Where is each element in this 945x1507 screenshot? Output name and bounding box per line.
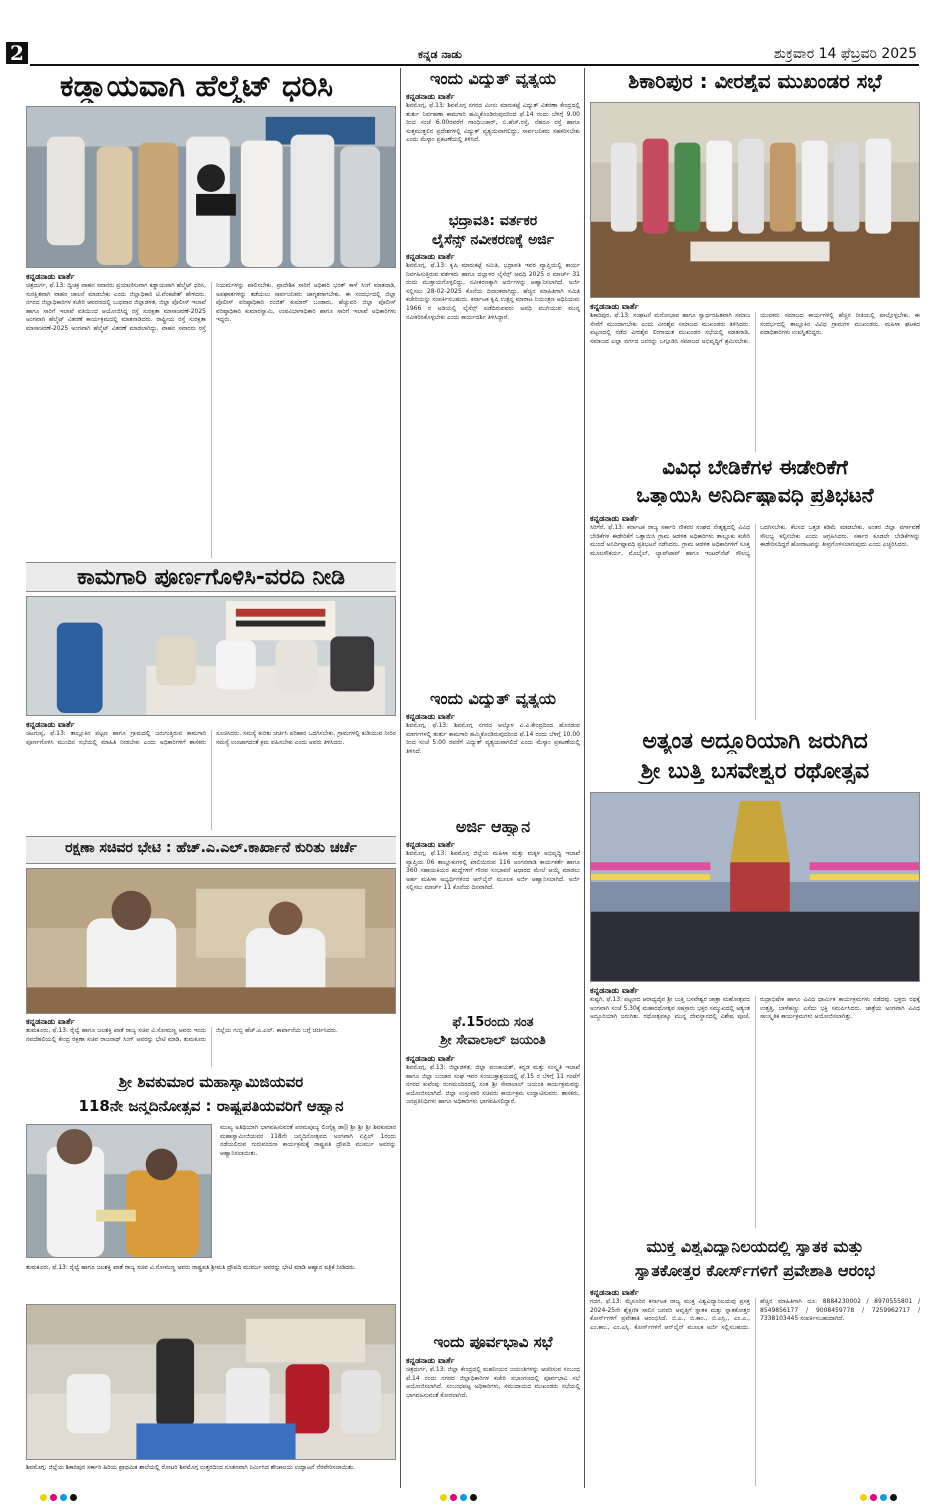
helmet-body: ಚಿತ್ರದುರ್ಗ, ಫೆ.13: ದ್ವಿಚಕ್ರ ವಾಹನ ಸವಾರರು ಪ್ರಯಾಣಿಸುವಾಗ ಕಡ್ಡಾಯವಾಗಿ ಹೆಲ್ಮೆಟ್ ಧರಿಸಿ, ಸುರಕ್ಷಿತವಾಗಿ ವಾಹನ ಚಾಲನೆ ಮಾಡಬೇಕು ಎಂದು ಜಿಲ್ಲಾಧಿಕಾರಿ ಟಿ.ವೆಂಕಟೇಶ್ ಹೇಳಿದರು. ನಗರದ ಜಿಲ್ಲಾಧಿಕಾರಿಗಳ ಕಚೇರಿ ಆವರಣದಲ್ಲಿ ಬುಧವಾರ ಜಿಲ್ಲಾಡಳಿತ, ಜಿಲ್ಲಾ ಪೊಲೀಸ್ ಇಲಾಖೆ ಹಾಗೂ ಸಾರಿಗೆ ಇಲಾಖೆ ವತಿಯಿಂದ ಆಯೋಜಿಸಿದ್ದ ರಸ್ತೆ ಸುರಕ್ಷತಾ ಮಾಸಾಚರಣೆ-2025 ಅಂಗವಾಗಿ ಹೆಲ್ಮೆಟ್ ವಿತರಣೆ ಕಾರ್ಯಕ್ರಮದಲ್ಲಿ ಮಾತನಾಡಿದರು. ರಾಷ್ಟ್ರೀಯ ರಸ್ತೆ ಸುರಕ್ಷತಾ ಮಾಸಾಚರಣೆ-2025 ಅಂಗವಾಗಿ ಹೆಲ್ಮೆಟ್ ವಿತರಣೆ ಮಾಡಲಾಗಿದ್ದು, ವಾಹನ ಸವಾರರು ರಸ್ತೆ ನಿಯಮಗಳನ್ನು ಪಾಲಿಸಬೇಕು. ಪ್ರಾದೇಶಿಕ ಸಾರಿಗೆ ಅಧಿಕಾರಿ ಭರತ್ ಕಾಳೆ ಸಿಂಗೆ ಮಾತನಾಡಿ, ಅಪಘಾತಗಳನ್ನು ತಡೆಯಲು ಸಾರ್ವಜನಿಕರು ಜಾಗೃತರಾಗಬೇಕು. ಈ ಸಂದರ್ಭದಲ್ಲಿ ಜಿಲ್ಲಾ ಪೊಲೀಸ್ ವರಿಷ್ಠಾಧಿಕಾರಿ ರಂಜಿತ್ ಕುಮಾರ್ ಬಂಡಾರು, ಹೆಚ್ಚುವರಿ ಜಿಲ್ಲಾ ಪೊಲೀಸ್ ವರಿಷ್ಠಾಧಿಕಾರಿ ಕುಮಾರಸ್ವಾಮಿ, ಉಪವಿಭಾಗಾಧಿಕಾರಿ ಹಾಗೂ ಸಾರಿಗೆ ಇಲಾಖೆ ಅಧಿಕಾರಿಗಳು ಇದ್ದರು. <box>26 282 396 332</box>
poorvabhavi-body: ಚಿತ್ರದುರ್ಗ, ಫೆ.13: ಜಿಲ್ಲಾ ಕೇಂದ್ರದಲ್ಲಿ ಮಹನೀಯರ ಜಯಂತಿಗಳನ್ನು ಆಚರಿಸುವ ಸಂಬಂಧ ಫೆ.14 ರಂದು ನಗರದ ಜಿಲ್ಲಾಧಿಕಾರಿಗಳ ಕಚೇರಿ ಸಭಾಂಗಣದಲ್ಲಿ ಪೂರ್ವಭಾವಿ ಸಭೆ ಆಯೋಜಿಸಲಾಗಿದೆ. ಸಂಬಂಧಪಟ್ಟ ಅಧಿಕಾರಿಗಳು, ಸಮುದಾಯದ ಮುಖಂಡರು ಸಭೆಯಲ್ಲಿ ಭಾಗವಹಿಸುವಂತೆ ಕೋರಲಾಗಿದೆ. <box>406 1366 580 1399</box>
protest-body: ಸಿರಿಗೆರೆ, ಫೆ.13: ಕರ್ನಾಟಕ ರಾಜ್ಯ ಸರ್ಕಾರಿ ನೌಕರರ ಸಂಘದ ನೇತೃತ್ವದಲ್ಲಿ ವಿವಿಧ ಬೇಡಿಕೆಗಳ ಈಡೇರಿಕೆಗೆ ಒತ್ತಾಯಿಸಿ ಗ್ರಾಮ ಆಡಳಿತ ಅಧಿಕಾರಿಗಳು ತಾಲ್ಲೂಕು ಕಚೇರಿ ಮುಂದೆ ಅನಿರ್ದಿಷ್ಟಾವಧಿ ಪ್ರತಿಭಟನೆ ನಡೆಸಿದರು. ಗ್ರಾಮ ಆಡಳಿತ ಅಧಿಕಾರಿಗಳಿಗೆ ಸೂಕ್ತ ಮೂಲಸೌಕರ್ಯ, ಮೊಬೈಲ್, ಲ್ಯಾಪ್‌ಟಾಪ್ ಹಾಗೂ ಇಂಟರ್‌ನೆಟ್ ಸೌಲಭ್ಯ ಒದಗಿಸಬೇಕು. ಕೆಲಸದ ಒತ್ತಡ ಕಡಿಮೆ ಮಾಡಬೇಕು, ಅಂತರ ಜಿಲ್ಲಾ ವರ್ಗಾವಣೆ ಸೌಲಭ್ಯ ಕಲ್ಪಿಸಬೇಕು ಎಂದು ಆಗ್ರಹಿಸಿದರು. ಸರ್ಕಾರ ಕೂಡಲೇ ಬೇಡಿಕೆಗಳನ್ನು ಈಡೇರಿಸದಿದ್ದರೆ ಹೋರಾಟವನ್ನು ತೀವ್ರಗೊಳಿಸಲಾಗುವುದು ಎಂದು ಎಚ್ಚರಿಸಿದರು. <box>590 524 920 557</box>
raksha-headline: ರಕ್ಷಣಾ ಸಚಿವರ ಭೇಟಿ : ಹೆಚ್.ಎ.ಎಲ್.ಕಾರ್ಖಾನೆ ಕುರಿತು ಚರ್ಚೆ <box>65 841 357 856</box>
shivakumara-body: ಮುಖ್ಯ ಅತಿಥಿಯಾಗಿ ಭಾಗವಹಿಸುವಂತೆ ಪರಮಪೂಜ್ಯ ಲಿಂಗೈಕ್ಯ ಡಾ|| ಶ್ರೀ ಶ್ರೀ ಶ್ರೀ ಶಿವಕುಮಾರ ಮಹಾಸ್ವಾಮೀಜಿಯವರ 118ನೇ ಜನ್ಮದಿನೋತ್ಸವದ ಅಂಗವಾಗಿ ಏಪ್ರಿಲ್ 1ರಂದು ನಡೆಯಲಿರುವ ಗುರುವಂದನಾ ಕಾರ್ಯಕ್ರಮಕ್ಕೆ ರಾಷ್ಟ್ರಪತಿ ದ್ರೌಪದಿ ಮುರ್ಮು ಅವರನ್ನು ಆಹ್ವಾನಿಸಲಾಯಿತು. <box>220 1124 396 1157</box>
rathotsava-headline-1: ಅತ್ಯಂತ ಅದ್ದೂರಿಯಾಗಿ ಜರುಗಿದ <box>642 730 868 754</box>
protest-headline-2: ಒತ್ತಾಯಿಸಿ ಅನಿರ್ದಿಷ್ಟಾವಧಿ ಪ್ರತಿಭಟನೆ <box>636 484 874 506</box>
rathotsava-byline: ಕನ್ನಡನಾಡು ವಾರ್ತೆ <box>590 986 639 995</box>
sevalal-headline-1: ಫೆ.15ರಂದು ಸಂತ <box>452 1016 534 1030</box>
sevalal-body: ಶಿವಮೊಗ್ಗ, ಫೆ.13: ಜಿಲ್ಲಾಡಳಿತ, ಜಿಲ್ಲಾ ಪಂಚಾಯತ್, ಕನ್ನಡ ಮತ್ತು ಸಂಸ್ಕೃತಿ ಇಲಾಖೆ ಹಾಗೂ ಜಿಲ್ಲಾ ಬಂಜಾರ ಸಂಘ ಇವರ ಸಂಯುಕ್ತಾಶ್ರಯದಲ್ಲಿ ಫೆ.15 ರ ಬೆಳಿಗ್ಗೆ 11 ಗಂಟೆಗೆ ನಗರದ ಕುವೆಂಪು ರಂಗಮಂದಿರದಲ್ಲಿ ಸಂತ ಶ್ರೀ ಸೇವಾಲಾಲ್ ಜಯಂತಿ ಕಾರ್ಯಕ್ರಮವನ್ನು ಆಯೋಜಿಸಲಾಗಿದೆ. ಜಿಲ್ಲಾ ಉಸ್ತುವಾರಿ ಸಚಿವರು ಕಾರ್ಯಕ್ರಮ ಉದ್ಘಾಟಿಸುವರು. ಶಾಸಕರು, ಜನಪ್ರತಿನಿಧಿಗಳು ಹಾಗೂ ಅಧಿಕಾರಿಗಳು ಭಾಗವಹಿಸಲಿದ್ದಾರೆ. <box>406 1064 580 1106</box>
protest-byline: ಕನ್ನಡನಾಡು ವಾರ್ತೆ <box>590 514 639 523</box>
helmet-byline: ಕನ್ನಡನಾಡು ವಾರ್ತೆ <box>26 272 75 281</box>
rathotsava-headline-2: ಶ್ರೀ ಬುತ್ತಿ ಬಸವೇಶ್ವರ ರಥೋತ್ಸವ <box>640 760 870 784</box>
issue-date: ಶುಕ್ರವಾರ 14 ಫೆಬ್ರವರಿ 2025 <box>773 46 917 62</box>
university-byline: ಕನ್ನಡನಾಡು ವಾರ್ತೆ <box>590 1288 639 1297</box>
arji-body: ಶಿವಮೊಗ್ಗ, ಫೆ.13: ಶಿವಮೊಗ್ಗ ಜಿಲ್ಲೆಯ ಮಹಿಳಾ ಮತ್ತು ಮಕ್ಕಳ ಅಭಿವೃದ್ಧಿ ಇಲಾಖೆ ವ್ಯಾಪ್ತಿಯ 06 ತಾಲ್ಲೂಕುಗಳಲ್ಲಿ ಖಾಲಿಯಿರುವ 116 ಅಂಗನವಾಡಿ ಕಾರ್ಯಕರ್ತೆ ಹಾಗೂ 360 ಸಹಾಯಕಿಯರ ಹುದ್ದೆಗಳಿಗೆ ಗೌರವ ಸಂಭಾವನೆ ಆಧಾರದ ಮೇಲೆ ಆಯ್ಕೆ ಮಾಡಲು ಅರ್ಹ ಮಹಿಳಾ ಅಭ್ಯರ್ಥಿಗಳಿಂದ ಆನ್‌ಲೈನ್ ಮೂಲಕ ಅರ್ಜಿ ಆಹ್ವಾನಿಸಲಾಗಿದೆ. ಅರ್ಜಿ ಸಲ್ಲಿಸಲು ಮಾರ್ಚ್ 11 ಕೊನೆಯ ದಿನವಾಗಿದೆ. <box>406 850 580 892</box>
masthead <box>0 0 945 65</box>
shivakumara-headline-1: ಶ್ರೀ ಶಿವಕುಮಾರ ಮಹಾಸ್ವಾಮಿಜಿಯವರ <box>118 1074 304 1091</box>
bhadravati-headline-2: ಲೈಸೆನ್ಸ್ ನವೀಕರಣಕ್ಕೆ ಅರ್ಜಿ <box>432 233 554 248</box>
vidyut1-headline: ಇಂದು ವಿದ್ಯುತ್ ವ್ಯತ್ಯಯ <box>430 70 556 88</box>
bottom-left-caption: ಶಿವಮೊಗ್ಗ: ಜಿಲ್ಲೆಯ ಶಿಕಾರಿಪುರ ಸರ್ಕಾರಿ ಹಿರಿಯ ಪ್ರಾಥಮಿಕ ಶಾಲೆಯಲ್ಲಿ ರೋಟರಿ ಶಿವಮೊಗ್ಗ ಉತ್ತರದಿಂದ ನೂತನವಾಗಿ ನಿರ್ಮಿಸಿದ ಶೌಚಾಲಯ ಉದ್ಘಾಟನೆ ನೆರವೇರಿಸಲಾಯಿತು. <box>26 1464 355 1471</box>
university-body: ಗದಗ, ಫೆ.13: ಮೈಸೂರಿನ ಕರ್ನಾಟಕ ರಾಜ್ಯ ಮುಕ್ತ ವಿಶ್ವವಿದ್ಯಾನಿಲಯವು ಪ್ರಸಕ್ತ 2024-25ನೇ ಶೈಕ್ಷಣಿಕ ಸಾಲಿನ ಜನವರಿ ಆವೃತ್ತಿಗೆ ಸ್ನಾತಕ ಮತ್ತು ಸ್ನಾತಕೋತ್ತರ ಕೋರ್ಸ್‌ಗಳಿಗೆ ಪ್ರವೇಶಾತಿ ಆರಂಭಿಸಿದೆ. ಬಿ.ಎ., ಬಿ.ಕಾಂ., ಬಿ.ಎಸ್ಸಿ., ಎಂ.ಎ., ಎಂ.ಕಾಂ., ಎಂ.ಎಸ್ಸಿ. ಕೋರ್ಸ್‌ಗಳಿಗೆ ಆನ್‌ಲೈನ್ ಮೂಲಕ ಅರ್ಜಿ ಸಲ್ಲಿಸಬಹುದು. ಹೆಚ್ಚಿನ ಮಾಹಿತಿಗಾಗಿ ದೂ: 8884230002 / 8970555801 / 8549856177 / 9008459778 / 7259962717 / 7338103445 ಸಂಪರ್ಕಿಸಬಹುದಾಗಿದೆ. <box>590 1298 920 1331</box>
bhadravati-byline: ಕನ್ನಡನಾಡು ವಾರ್ತೆ <box>406 252 455 261</box>
vidyut1-byline: ಕನ್ನಡನಾಡು ವಾರ್ತೆ <box>406 92 455 101</box>
kamagari-headline: ಕಾಮಗಾರಿ ಪೂರ್ಣಗೊಳಿಸಿ-ವರದಿ ನೀಡಿ <box>77 566 345 590</box>
shivakumara-headline-2: 118ನೇ ಜನ್ಮದಿನೋತ್ಸವ : ರಾಷ್ಟ್ರಪತಿಯವರಿಗೆ ಆಹ್ವಾನ <box>78 1098 344 1115</box>
university-headline-1: ಮುಕ್ತ ವಿಶ್ವವಿದ್ಯಾನಿಲಯದಲ್ಲಿ ಸ್ನಾತಕ ಮತ್ತು <box>646 1238 864 1256</box>
poorvabhavi-headline: ಇಂದು ಪೂರ್ವಭಾವಿ ಸಭೆ <box>433 1334 553 1351</box>
sevalal-headline-2: ಶ್ರೀ ಸೇವಾಲಾಲ್ ಜಯಂತಿ <box>440 1034 546 1048</box>
vidyut2-body: ಶಿವಮೊಗ್ಗ, ಫೆ.13: ಶಿವಮೊಗ್ಗ ನಗರದ ಆಲ್ಕೊಳ ವಿ.ವಿ.ಕೇಂದ್ರದಿಂದ ಹೊರಡುವ ಮಾರ್ಗಗಳಲ್ಲಿ ತುರ್ತು ಕಾಮಗಾರಿ ಹಮ್ಮಿಕೊಂಡಿರುವುದರಿಂದ ಫೆ.14 ರಂದು ಬೆಳಿಗ್ಗೆ 10.00 ರಿಂದ ಸಂಜೆ 5.00 ರವರೆಗೆ ವಿದ್ಯುತ್ ವ್ಯತ್ಯಯವಾಗಲಿದೆ ಎಂದು ಮೆಸ್ಕಾಂ ಪ್ರಕಟಣೆಯಲ್ಲಿ ತಿಳಿಸಿದೆ. <box>406 722 580 755</box>
arji-byline: ಕನ್ನಡನಾಡು ವಾರ್ತೆ <box>406 840 455 849</box>
registration-marks <box>440 1494 477 1501</box>
protest-headline-1: ವಿವಿಧ ಬೇಡಿಕೆಗಳ ಈಡೇರಿಕೆಗೆ <box>662 456 848 478</box>
masthead-rule <box>30 64 919 66</box>
kamagari-photo <box>26 596 396 716</box>
shikaripura-photo <box>590 102 920 298</box>
rathotsava-photo <box>590 792 920 982</box>
poorvabhavi-byline: ಕನ್ನಡನಾಡು ವಾರ್ತೆ <box>406 1356 455 1365</box>
sevalal-byline: ಕನ್ನಡನಾಡು ವಾರ್ತೆ <box>406 1054 455 1063</box>
vidyut1-body: ಶಿವಮೊಗ್ಗ, ಫೆ.13: ಶಿವಮೊಗ್ಗ ನಗರದ ಮೀನು ಮಾರುಕಟ್ಟೆ ವಿದ್ಯುತ್ ವಿತರಣಾ ಕೇಂದ್ರದಲ್ಲಿ ತುರ್ತು ನಿರ್ವಹಣಾ ಕಾಮಗಾರಿ ಹಮ್ಮಿಕೊಂಡಿರುವುದರಿಂದ ಫೆ.14 ರಂದು ಬೆಳಿಗ್ಗೆ 9.00 ರಿಂದ ಸಂಜೆ 6.00ರವರೆಗೆ ಗಾಂಧಿಬಜಾರ್, ಬಿ.ಹೆಚ್.ರಸ್ತೆ, ನೆಹರೂ ರಸ್ತೆ ಹಾಗೂ ಸುತ್ತಮುತ್ತಲಿನ ಪ್ರದೇಶಗಳಲ್ಲಿ ವಿದ್ಯುತ್ ವ್ಯತ್ಯಯವಾಗಲಿದ್ದು, ಸಾರ್ವಜನಿಕರು ಸಹಕರಿಸಬೇಕು ಎಂದು ಮೆಸ್ಕಾಂ ಪ್ರಕಟಣೆಯಲ್ಲಿ ತಿಳಿಸಿದೆ. <box>406 102 580 144</box>
kamagari-body: ಚಿಟಗುಪ್ಪ, ಫೆ.13: ತಾಲ್ಲೂಕಿನ ಪಟ್ಟಣ ಹಾಗೂ ಗ್ರಾಮದಲ್ಲಿ ಜರುಗುತ್ತಿರುವ ಕಾಮಗಾರಿ ಪೂರ್ಣಗೊಳಿಸಿ ಮುಂದಿನ ಸಭೆಯಲ್ಲಿ ಮಾಹಿತಿ ನೀಡಬೇಕು ಎಂದು ಅಧಿಕಾರಿಗಳಿಗೆ ಶಾಸಕರು ಸೂಚಿಸಿದರು. ಸಮಸ್ಯೆ ಕುರಿತು ಚರ್ಚಿಸಿ ಪರಿಹಾರ ಒದಗಿಸಬೇಕು. ಗ್ರಾಮಗಳಲ್ಲಿ ಕುಡಿಯುವ ನೀರಿನ ಸಮಸ್ಯೆ ಉಂಟಾಗದಂತೆ ಕ್ರಮ ವಹಿಸಬೇಕು ಎಂದು ಅವರು ತಿಳಿಸಿದರು. <box>26 730 396 746</box>
kamagari-byline: ಕನ್ನಡನಾಡು ವಾರ್ತೆ <box>26 720 75 729</box>
shikaripura-headline: ಶಿಕಾರಿಪುರ : ವೀರಶೈವ ಮುಖಂಡರ ಸಭೆ <box>628 70 882 92</box>
shivakumara-photo <box>26 1124 212 1258</box>
raksha-byline: ಕನ್ನಡನಾಡು ವಾರ್ತೆ <box>26 1017 75 1026</box>
registration-marks <box>40 1494 77 1501</box>
vidyut2-byline: ಕನ್ನಡನಾಡು ವಾರ್ತೆ <box>406 712 455 721</box>
column-divider <box>584 68 585 1488</box>
vidyut2-headline: ಇಂದು ವಿದ್ಯುತ್ ವ್ಯತ್ಯಯ <box>430 690 556 708</box>
raksha-body: ತುಮಕೂರು, ಫೆ.13: ರೈಲ್ವೆ ಹಾಗೂ ಜಲಶಕ್ತಿ ಖಾತೆ ರಾಜ್ಯ ಸಚಿವ ವಿ.ಸೋಮಣ್ಣ ಅವರು ಇಂದು ನವದೆಹಲಿಯಲ್ಲಿ ಕೇಂದ್ರ ರಕ್ಷಣಾ ಸಚಿವ ರಾಜನಾಥ್ ಸಿಂಗ್ ಅವರನ್ನು ಭೇಟಿ ಮಾಡಿ, ತುಮಕೂರು ಜಿಲ್ಲೆಯ ಗುಬ್ಬಿ ಹೆಚ್.ಎ.ಎಲ್. ಕಾರ್ಖಾನೆಯ ಬಗ್ಗೆ ಚರ್ಚಿಸಿದರು. <box>26 1027 338 1043</box>
raksha-photo <box>26 868 396 1014</box>
shikaripura-body: ಶಿಕಾರಿಪುರ, ಫೆ.13: ಸಂಘಟನೆ ಮನೋಭಾವ ಹಾಗೂ ಸ್ವಾರ್ಥರಹಿತವಾಗಿ ಸಮಾಜ ಸೇವೆಗೆ ಮುಂದಾಗಬೇಕು ಎಂದು ವೀರಶೈವ ಸಮಾಜದ ಮುಖಂಡರು ತಿಳಿಸಿದರು. ಪಟ್ಟಣದಲ್ಲಿ ನಡೆದ ವೀರಶೈವ ಲಿಂಗಾಯತ ಮುಖಂಡರ ಸಭೆಯಲ್ಲಿ ಮಾತನಾಡಿ, ಸಮಾಜದ ಎಲ್ಲಾ ವರ್ಗದ ಜನರನ್ನು ಒಗ್ಗೂಡಿಸಿ ಸಮಾಜದ ಅಭಿವೃದ್ಧಿಗೆ ಶ್ರಮಿಸಬೇಕು. ಯುವಕರು ಸಮಾಜದ ಕಾರ್ಯಗಳಲ್ಲಿ ಹೆಚ್ಚಿನ ರೀತಿಯಲ್ಲಿ ಪಾಲ್ಗೊಳ್ಳಬೇಕು. ಈ ಸಂದರ್ಭದಲ್ಲಿ ತಾಲ್ಲೂಕಿನ ವಿವಿಧ ಗ್ರಾಮಗಳ ಮುಖಂಡರು, ಮಹಿಳಾ ಘಟಕದ ಪದಾಧಿಕಾರಿಗಳು ಉಪಸ್ಥಿತರಿದ್ದರು. <box>590 312 920 345</box>
shikaripura-byline: ಕನ್ನಡನಾಡು ವಾರ್ತೆ <box>590 302 639 311</box>
university-headline-2: ಸ್ನಾತಕೋತ್ತರ ಕೋರ್ಸ್‌ಗಳಿಗೆ ಪ್ರವೇಶಾತಿ ಆರಂಭ <box>634 1262 876 1280</box>
rathotsava-body: ಕುಷ್ಟಗಿ, ಫೆ.13: ಪಟ್ಟಣದ ಆರಾಧ್ಯದೈವ ಶ್ರೀ ಬುತ್ತಿ ಬಸವೇಶ್ವರ ಜಾತ್ರಾ ಮಹೋತ್ಸವದ ಅಂಗವಾಗಿ ಸಂಜೆ 5.30ಕ್ಕೆ ಮಹಾರಥೋತ್ಸವ ಸಹಸ್ರಾರು ಭಕ್ತರ ಸಮ್ಮುಖದಲ್ಲಿ ಅತ್ಯಂತ ಅದ್ದೂರಿಯಾಗಿ ಜರುಗಿತು. ರಥೋತ್ಸವಕ್ಕೂ ಮುನ್ನ ದೇವಸ್ಥಾನದಲ್ಲಿ ವಿಶೇಷ ಪೂಜೆ, ರುದ್ರಾಭಿಷೇಕ ಹಾಗೂ ವಿವಿಧ ಧಾರ್ಮಿಕ ಕಾರ್ಯಕ್ರಮಗಳು ನಡೆದವು. ಭಕ್ತರು ರಥಕ್ಕೆ ಉತ್ತತ್ತಿ, ಬಾಳೆಹಣ್ಣು ಎಸೆದು ಭಕ್ತಿ ಸಮರ್ಪಿಸಿದರು. ಜಾತ್ರೆಯ ಅಂಗವಾಗಿ ವಿವಿಧ ಸಾಂಸ್ಕೃತಿಕ ಕಾರ್ಯಕ್ರಮಗಳು ಆಯೋಜಿಸಲಾಗಿತ್ತು. <box>590 996 920 1021</box>
bhadravati-headline-1: ಭದ್ರಾವತಿ: ವರ್ತಕರ <box>448 214 538 229</box>
page-number: 2 <box>6 42 28 64</box>
column-divider <box>400 68 401 1488</box>
helmet-photo <box>26 106 396 268</box>
arji-headline: ಅರ್ಜಿ ಆಹ್ವಾನ <box>455 818 531 836</box>
shivakumara-caption: ತುಮಕೂರು, ಫೆ.13: ರೈಲ್ವೆ ಹಾಗೂ ಜಲಶಕ್ತಿ ಖಾತೆ ರಾಜ್ಯ ಸಚಿವ ವಿ.ಸೋಮಣ್ಣ ಅವರು ರಾಷ್ಟ್ರಪತಿ ಶ್ರೀಮತಿ ದ್ರೌಪದಿ ಮುರ್ಮು ಅವರನ್ನು ಭೇಟಿ ಮಾಡಿ ಆಹ್ವಾನ ಪತ್ರಿಕೆ ನೀಡಿದರು. <box>26 1264 357 1271</box>
paper-name: ಕನ್ನಡ ನಾಡು <box>418 48 462 61</box>
bottom-left-photo <box>26 1304 396 1460</box>
bhadravati-body: ಶಿವಮೊಗ್ಗ, ಫೆ.13: ಕೃಷಿ ಮಾರುಕಟ್ಟೆ ಸಮಿತಿ, ಭದ್ರಾವತಿ ಇವರ ವ್ಯಾಪ್ತಿಯಲ್ಲಿ ಕಾರ್ಯ ನಿರ್ವಹಿಸುತ್ತಿರುವ ವರ್ತಕರು ಹಾಗೂ ದಲ್ಲಾಳರ ಲೈಸೆನ್ಸ್ ಅವಧಿ 2025 ರ ಮಾರ್ಚ್ 31 ರಂದು ಮುಕ್ತಾಯಗೊಳ್ಳಲಿದ್ದು, ನವೀಕರಣಕ್ಕಾಗಿ ಅರ್ಜಿಗಳನ್ನು ಆಹ್ವಾನಿಸಲಾಗಿದೆ. ಅರ್ಜಿ ಸಲ್ಲಿಸಲು 28-02-2025 ಕೊನೆಯ ದಿನಾಂಕವಾಗಿದ್ದು, ಹೆಚ್ಚಿನ ಮಾಹಿತಿಗಾಗಿ ಸಮಿತಿ ಕಚೇರಿಯನ್ನು ಸಂಪರ್ಕಿಸಬಹುದು. ಕರ್ನಾಟಕ ಕೃಷಿ ಉತ್ಪನ್ನ ಮಾರಾಟ ನಿಯಂತ್ರಣ ಅಧಿನಿಯಮ 1966 ರ ಅಡಿಯಲ್ಲಿ ಲೈಸೆನ್ಸ್ ಪಡೆದಿರುವವರು ಅವಧಿ ಮುಗಿಯುವ ಮುನ್ನ ನವೀಕರಿಸಿಕೊಳ್ಳಬೇಕು ಎಂದು ಕಾರ್ಯದರ್ಶಿ ತಿಳಿಸಿದ್ದಾರೆ. <box>406 262 580 321</box>
registration-marks <box>860 1494 897 1501</box>
helmet-headline: ಕಡ್ಡಾಯವಾಗಿ ಹೆಲ್ಮೆಟ್ ಧರಿಸಿ <box>60 70 334 103</box>
